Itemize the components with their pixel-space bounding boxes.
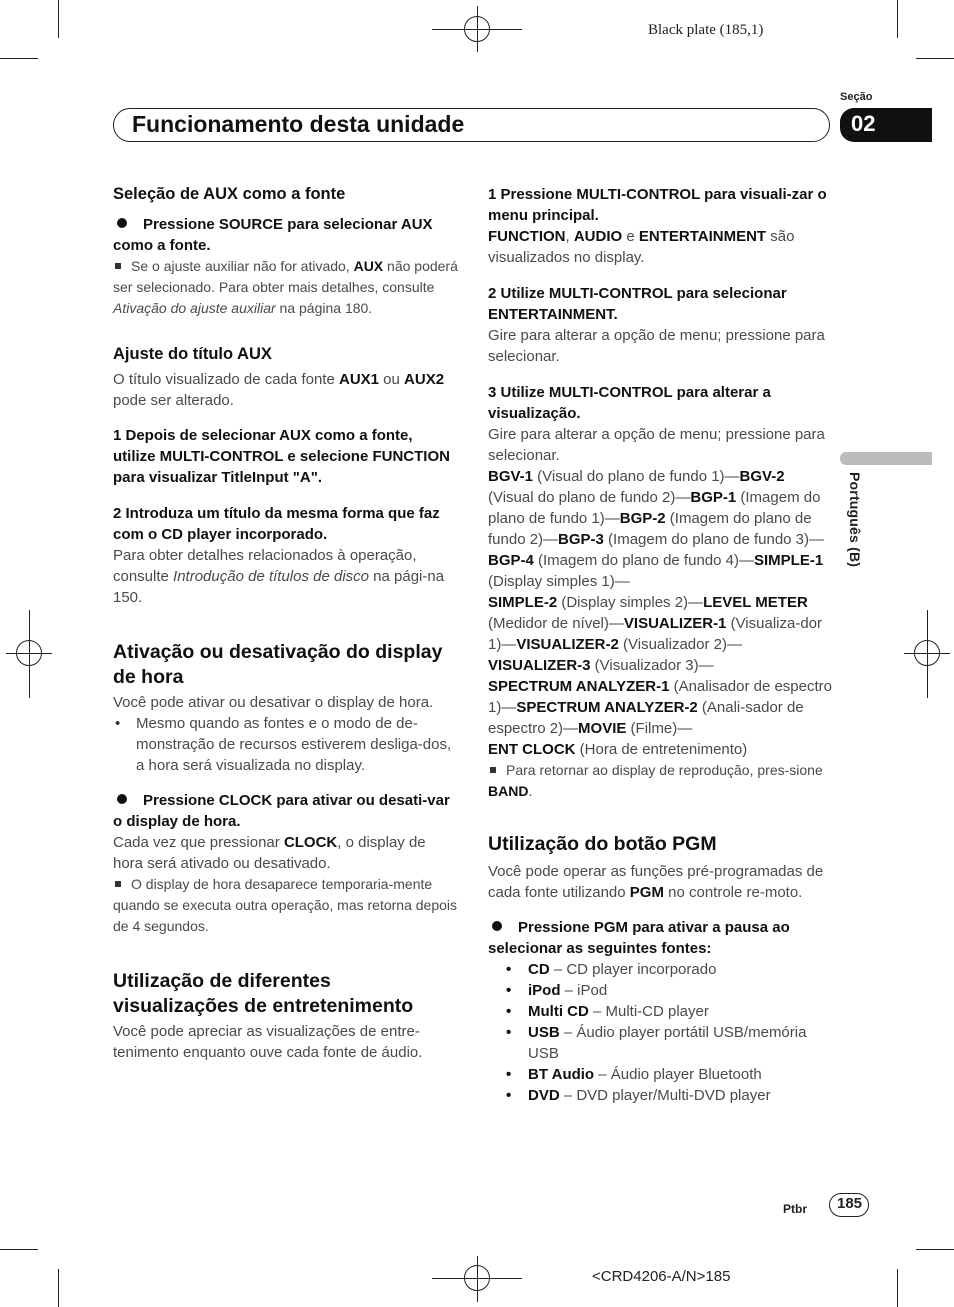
clock-step: Pressione CLOCK para ativar ou desati-var o display de hora.: [113, 792, 450, 830]
right-step-3-body: Gire para alterar a opção de menu; pressione para selecionar.: [488, 426, 825, 464]
heading-aux-title: Ajuste do título AUX: [113, 345, 272, 363]
right-step-1-body: FUNCTION, AUDIO e ENTERTAINMENT são visualizados no display.: [488, 228, 795, 266]
note-square-icon: [115, 881, 121, 887]
side-tab-bar: [840, 452, 932, 465]
bullet-dot-icon: [117, 794, 127, 804]
chapter-title-bar: [113, 108, 830, 142]
right-step-2: 2 Utilize MULTI-CONTROL para selecionar ENTERTAINMENT.: [488, 285, 787, 323]
heading-pgm: Utilização do botão PGM: [488, 833, 717, 855]
left-column: [113, 184, 458, 1063]
list-item: • CD – CD player incorporado: [488, 959, 833, 980]
note-square-icon: [115, 263, 121, 269]
heading-entertainment: Utilização de diferentes visualizações de entretenimento: [113, 970, 414, 1017]
right-step-2-body: Gire para alterar a opção de menu; pressione para selecionar.: [488, 327, 825, 365]
heading-clock: Ativação ou desativação do display de hora: [113, 641, 443, 688]
plate-label: Black plate (185,1): [648, 22, 764, 38]
clock-bullet: • Mesmo quando as fontes e o modo de de-monstração de recursos estiverem desliga-dos, a hora será visualizada no display.: [113, 713, 458, 776]
aux-title-step-1: 1 Depois de selecionar AUX como a fonte, utilize MULTI-CONTROL e selecione FUNCTION para visualizar TitleInput "A".: [113, 427, 450, 486]
side-language-label: Português (B): [847, 472, 863, 568]
aux-title-step-2-body: Para obter detalhes relacionados à operação, consulte Introdução de títulos de disco na pági-na 150.: [113, 547, 445, 606]
bullet-dot-icon: [117, 218, 127, 228]
chapter-title: Funcionamento desta unidade: [132, 111, 465, 137]
list-item: • iPod – iPod: [488, 980, 833, 1001]
list-item: • USB – Áudio player portátil USB/memória USB: [488, 1022, 833, 1064]
list-item: • BT Audio – Áudio player Bluetooth: [488, 1064, 833, 1085]
pgm-step: Pressione PGM para ativar a pausa ao selecionar as seguintes fontes:: [488, 919, 790, 957]
bullet-dot-icon: [492, 921, 502, 931]
return-note: Para retornar ao display de reprodução, pres-sione BAND.: [488, 762, 823, 799]
note-square-icon: [490, 767, 496, 773]
language-code: Ptbr: [783, 1202, 807, 1216]
clock-step-body: Cada vez que pressionar CLOCK, o display de hora será ativado ou desativado.: [113, 834, 426, 872]
aux-title-body: O título visualizado de cada fonte AUX1 ou AUX2 pode ser alterado.: [113, 371, 445, 409]
aux-title-step-2: 2 Introduza um título da mesma forma que faz com o CD player incorporado.: [113, 505, 440, 543]
section-number: 02: [851, 111, 876, 136]
page-number: 185: [837, 1195, 863, 1212]
note-aux-selection: Se o ajuste auxiliar não for ativado, AUX não poderá ser selecionado. Para obter mais detalhes, consulte Ativação do ajuste auxiliar na página 180.: [113, 258, 458, 316]
entertainment-body: Você pode apreciar as visualizações de entre-tenimento enquanto ouve cada fonte de áudio.: [113, 1023, 423, 1061]
right-step-3: 3 Utilize MULTI-CONTROL para alterar a visualização.: [488, 384, 771, 422]
right-step-1: 1 Pressione MULTI-CONTROL para visuali-zar o menu principal.: [488, 186, 827, 224]
clock-note: O display de hora desaparece temporaria-mente quando se executa outra operação, mas retorna depois de 4 segundos.: [113, 876, 458, 934]
step-aux-selection: Pressione SOURCE para selecionar AUX como a fonte.: [113, 216, 433, 254]
section-label: Seção: [840, 91, 873, 103]
list-item: • Multi CD – Multi-CD player: [488, 1001, 833, 1022]
display-list: BGV-1 (Visual do plano de fundo 1)—BGV-2 (Visual do plano de fundo 2)—BGP-1 (Imagem do plano de fundo 1)—BGP-2 (Imagem do plano de fundo 2)—BGP-3 (Imagem do plano de fundo 3)—BGP-4 (Imagem do plano de fundo 4)—SIMPLE-1 (Display simples 1)— SIMPLE-2 (Display simples 2)—LEVEL METER (Medidor de nível)—VISUALIZER-1 (Visualiza-dor 1)—VISUALIZER-2 (Visualizador 2)— VISUALIZER-3 (Visualizador 3)— SPECTRUM ANALYZER-1 (Analisador de espectro 1)—SPECTRUM ANALYZER-2 (Anali-sador de espectro 2)—MOVIE (Filme)— ENT CLOCK (Hora de entretenimento): [488, 468, 832, 758]
heading-aux-selection: Seleção de AUX como a fonte: [113, 185, 346, 203]
pgm-body: Você pode operar as funções pré-programadas de cada fonte utilizando PGM no controle re-moto.: [488, 863, 824, 901]
page-number-badge: [829, 1193, 869, 1217]
list-item: • DVD – DVD player/Multi-DVD player: [488, 1085, 833, 1106]
section-number-badge: [840, 108, 932, 142]
right-column: [488, 184, 833, 1106]
document-code: <CRD4206-A/N>185: [592, 1268, 731, 1285]
clock-body: Você pode ativar ou desativar o display de hora.: [113, 694, 434, 711]
